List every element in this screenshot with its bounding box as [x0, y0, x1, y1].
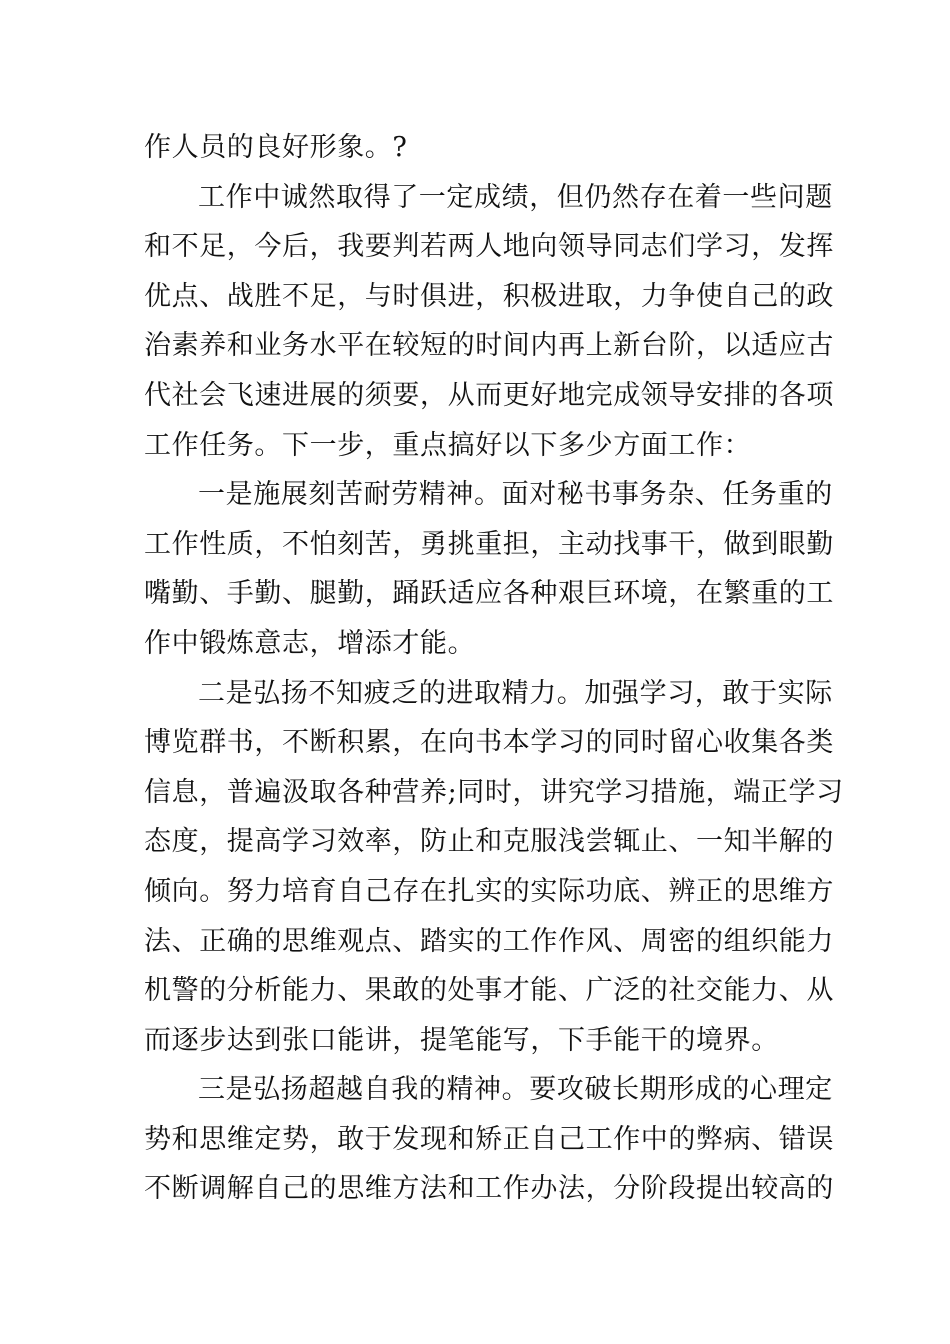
text-line: 法、正确的思维观点、踏实的工作作风、周密的组织能力: [144, 925, 834, 957]
text-line: 代社会飞速进展的须要，从而更好地完成领导安排的各项: [144, 379, 834, 411]
text-line: 二是弘扬不知疲乏的进取精力。加强学习，敢于实际: [198, 677, 833, 709]
text-line: 态度，提高学习效率，防止和克服浅尝辄止、一知半解的: [144, 826, 834, 858]
text-line: 博览群书，不断积累，在向书本学习的同时留心收集各类: [144, 727, 834, 759]
text-line: 三是弘扬超越自我的精神。要攻破长期形成的心理定: [198, 1074, 833, 1106]
text-line: 而逐步达到张口能讲，提笔能写，下手能干的境界。: [144, 1024, 779, 1056]
text-line: 治素养和业务水平在较短的时间内再上新台阶，以适应古: [144, 330, 834, 362]
text-line: 工作性质，不怕刻苦，勇挑重担，主动找事干，做到眼勤: [144, 528, 834, 560]
text-line: 不断调解自己的思维方法和工作办法，分阶段提出较高的: [144, 1173, 834, 1205]
document-body: [144, 123, 844, 1214]
text-line: 势和思维定势，敢于发现和矫正自己工作中的弊病、错误: [144, 1123, 834, 1155]
text-line: 优点、战胜不足，与时俱进，积极进取，力争使自己的政: [144, 280, 834, 312]
text-line: 倾向。努力培育自己存在扎实的实际功底、辨正的思维方: [144, 875, 834, 907]
text-line: 和不足，今后，我要判若两人地向领导同志们学习，发挥: [144, 231, 834, 263]
text-line: 作中锻炼意志，增添才能。: [144, 627, 476, 659]
text-line: 机警的分析能力、果敢的处事才能、广泛的社交能力、从: [144, 975, 834, 1007]
text-line: 作人员的良好形象。?: [144, 132, 408, 163]
text-line: 信息，普遍汲取各种营养;同时，讲究学习措施，端正学习: [144, 776, 844, 808]
text-line: 工作中诚然取得了一定成绩，但仍然存在着一些问题: [198, 181, 833, 213]
text-line: 一是施展刻苦耐劳精神。面对秘书事务杂、任务重的: [198, 479, 833, 511]
text-line: 嘴勤、手勤、腿勤，踊跃适应各种艰巨环境，在繁重的工: [144, 578, 834, 610]
text-line: 工作任务。下一步，重点搞好以下多少方面工作：: [144, 429, 752, 461]
